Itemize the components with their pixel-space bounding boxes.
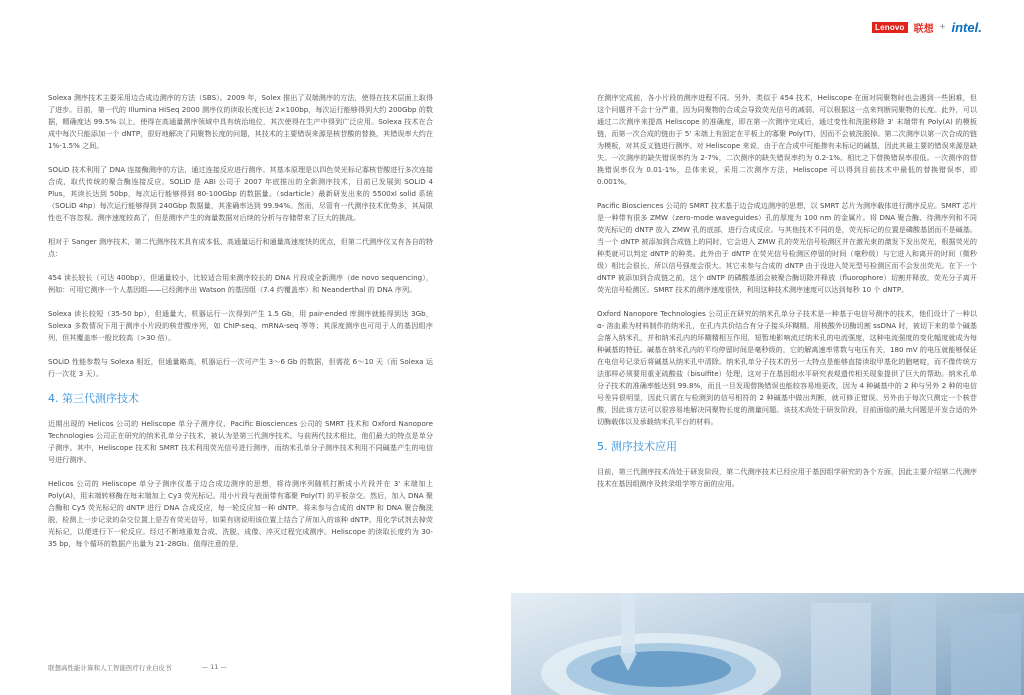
paragraph: 近期出现的 Helicos 公司的 Heliscope 单分子测序仪、Pacific Biosciences 公司的 SMRT 技术和 Oxford Nanopore Technologies 公司正在研究的纳米孔单分子技术，被认为是第三代测序技术。与前两代技术相比，他们最大的特点是单分子测序。其中，Heliscope 技术和 SMRT 技术利用荧光信号进行测序，而纳米孔单分子测序技术利用不同碱基产生的电信号进行测序。 [48, 419, 433, 464]
page-number: — 11 — [201, 663, 227, 671]
lab-glassware-illustration [511, 593, 1024, 695]
section-heading: 4. 第三代测序技术 [48, 392, 139, 405]
paragraph: 454 读长较长（可达 400bp），但通量较小，比较适合用来测序较长的 DNA 片段或全新测序（de novo sequencing），例如：可用它测序一个人基因组——已经测序出 Watson 的基因组（7.4 约覆盖率）和 Neanderthal 的 DNA 序列。 [48, 273, 433, 294]
lenovo-logo: Lenovo [872, 22, 908, 33]
logo-plus: + [939, 22, 946, 33]
page-footer [48, 663, 227, 672]
paragraph: Pacific Biosciences 公司的 SMRT 技术基于边合成边测序的思想，以 SMRT 芯片为测序载体进行测序反应。SMRT 芯片是一种带有很多 ZMW（zero-mode waveguides）孔的厚度为 100 nm 的金属片。将 DNA 聚合酶、待测序列和不同荧光标记的 dNTP 放入 ZMW 孔的底部，进行合成反应。与其他技术不同的是，荧光标记的位置是磷酸基团而不是碱基。当一个 dNTP 被添加到合成链上的同时，它会进入 ZMW 孔的荧光信号检测区并在激光束的激发下发出荧光，根据荧光的种类就可以判定 dNTP 的种类。此外由于 dNTP 在荧光信号检测区停留的时间（毫秒级）与它进入和离开的时间（微秒级）相比会很长，所以信号强度会很大。其它未参与合成的 dNTP 由于没进入荧光型号检测区而不会发出荧光。在下一个 dNTP 被添加到合成链之前，这个 dNTP 的磷酸基团会被聚合酶切除并释放（fluorophore）切割并释放，荧光分子离开荧光信号检测区。SMRT 技术的测序速度很快，利用这种技术测序速度可以达到每秒 10 个 dNTP。 [597, 201, 977, 294]
paragraph: 目前，第三代测序技术尚处于研发阶段，第二代测序技术已经应用于基因组学研究的各个方面，因此主要介绍第二代测序技术在基因组测序及转录组学等方面的应用。 [597, 467, 977, 488]
paragraph: Oxford Nanopore Technologies 公司正在研究的纳米孔单分子技术是一种基于电信号测序的技术，他们设计了一种以 α- 溶血素为材料制作的纳米孔，在孔内共价结合有分子接头环糊精。用核酸外切酶切割 ssDNA 时，被切下来的单个碱基会落入纳米孔，并和纳米孔内的环糊精相互作用，短暂地影响流过纳米孔的电流强度，这种电流强度的变化幅度就成为每种碱基的特征。碱基在纳米孔内的平均停留时间是毫秒级的，它的解离速率常数与电压有关，180 mV 的电压就能够保证在电信号记录后将碱基从纳米孔中清除。纳米孔单分子技术的另一大特点是能够直接读取甲基化的胞嘧啶，而不像传统方法那样必须要用重亚硫酸盐（bisulfite）处理，这对于在基因组水平研究表观遗传相关现象提供了巨大的帮助。纳米孔单分子技术的准确率能达到 99.8%，而且一旦发现替换错误也能较容易地更改，因为 4 种碱基中的 2 种与另外 2 种的电信号差异很明显，因此只需在与检测到的信号相符的 2 种碱基中做出判断，就可修正错误。另外由于每次只测定一个核苷酸，因此该方法可以很容易地解决同聚物长度的测量问题。该技术尚处于研发阶段，目前面临的最大问题是开发合适的外切酶载体以及承载纳米孔平台的材料。 [597, 309, 977, 426]
paragraph: 在测序完成前，各小片段的测序进程不同。另外，类似于 454 技术，Heliscope 在面对同聚物时也会遇到一些困难，但这个问题并不会十分严重，因为同聚物的合成会导致荧光信号的减弱，可以根据这一点来判断同聚物的长度。此外，可以通过二次测序来提高 Heliscope 的准确度，即在第一次测序完成后，通过变性和洗脱移除 3' 末端带有 Poly(A) 的模板链，而第一次合成的链由于 5' 末端上有固定在平板上的寡聚 Poly(T)，因而不会被洗脱掉。第二次测序以第一次合成的链为模板，对其反义链进行测序。对 Heliscope 来说，由于在合成中可能掺有未标记的碱基，因此其最主要的错误来源是缺失。一次测序的缺失错误率约为 2-7%，二次测序的缺失错误率约为 0.2-1%。相比之下替换错误率很低。一次测序的替换错误率仅为 0.01-1%，总体来说，采用二次测序方法，Heliscope 可以得到目前技术中最低的替换错误率，即 0.001%。 [597, 93, 977, 186]
paragraph: 相对于 Sanger 测序技术，第二代测序技术具有成本低、高通量运行和通量高速度快的优点，但第二代测序仪又有各自的特点： [48, 237, 433, 258]
section-heading: 5. 测序技术应用 [597, 440, 677, 453]
paragraph: Helicos 公司的 Heliscope 单分子测序仪基于边合成边测序的思想，将待测序列随机打断成小片段并在 3' 末端加上 Poly(A)，用末端转移酶在每末端加上 Cy3 荧光标记。用小片段与表面带有寡聚 Poly(T) 的平板杂交。然后，加入 DNA 聚合酶和 Cy5 荧光标记的 dNTP 进行 DNA 合成反应，每一轮反应加一种 dNTP。将未参与合成的 dNTP 和 DNA 聚合酶洗脱，检测上一步记录的杂交位置上是否有荧光信号，如果有则说明该位置上结合了所加入的该种 dNTP。用化学试剂去掉荧光标记，以便进行下一轮反应。经过不断地重复合成、洗脱、成像、淬灭过程完成测序。Heliscope 的读取长度约为 30-35 bp，每个循环的数据产出量为 21-28Gb。值得注意的是， [48, 479, 433, 548]
intel-logo: intel. [951, 20, 982, 35]
paragraph: SOLiD 性能参数与 Solexa 相近，但通量略高，机器运行一次可产生 3～6 Gb 的数据，但需花 6～10 天（而 Solexa 运行一次花 3 天）。 [48, 357, 433, 378]
left-column [48, 92, 433, 562]
paragraph: Solexa 读长较短（35-50 bp），但通量大，机器运行一次得到产生 1.5 Gb，用 pair-ended 库测序就能得到达 3Gb，Solexa 多数情况下用于测序小片段的核苷酸序列，如 ChIP-seq、mRNA-seq 等等；其深度测序也可用于人的基因组序列，但其覆盖率一般比较高（>30 倍）。 [48, 309, 433, 342]
lenovo-cn-logo: 联想 [913, 24, 934, 35]
brand-logo [872, 20, 982, 35]
footer-title: 联想高性能计算和人工智能医疗行业白皮书 [48, 664, 172, 672]
right-column [597, 92, 977, 502]
paragraph: Solexa 测序技术主要采用边合成边测序的方法（SBS）。2009 年，Solex 推出了双端测序的方法，使得在技术层面上取得了进步。目前，第一代的 Illumina HiSeq 2000 测序仪的读取长度长达 2×100bp，每次运行能够得到大约 200Gbp 的数据，精确度达 99.5% 以上，使得在高通量测序领域中具有统治地位，其次使得在生产中得到广泛应用。Solexa 技术在合成中每次只能添加一个 dNTP，很好地解决了同聚物长度的问题，其技术的主要错误来源是核苷酸的替换，其错误率大约在 1%-1.5% 之间。 [48, 93, 433, 150]
lab-photo [511, 593, 1024, 695]
paragraph: SOLiD 技术利用了 DNA 连接酶测序的方法，通过连接反应进行测序。其基本原理是以四色荧光标记寡核苷酸进行多次连接合成，取代传统的聚合酶连接反应。SOLiD 是 ABI 公司于 2007 年底推出的全新测序技术，目前已发展到 SOLiD 4 Plus，其读长达到 50bp，每次运行能够得到 80-100Gbp 的数据量。（sdarticle）最新研发出来的 5500xl solid 系统（SOLiD 4hp）每次运行能够得到 240Gbp 数据量，其准确率达到 99.94%。然而，尽管有一代测序技术优势多，其局限性也不容忽视。测序速度较高了，但是测序产生的海量数据对后续的分析与存储带来了巨大的挑战。 [48, 165, 433, 222]
